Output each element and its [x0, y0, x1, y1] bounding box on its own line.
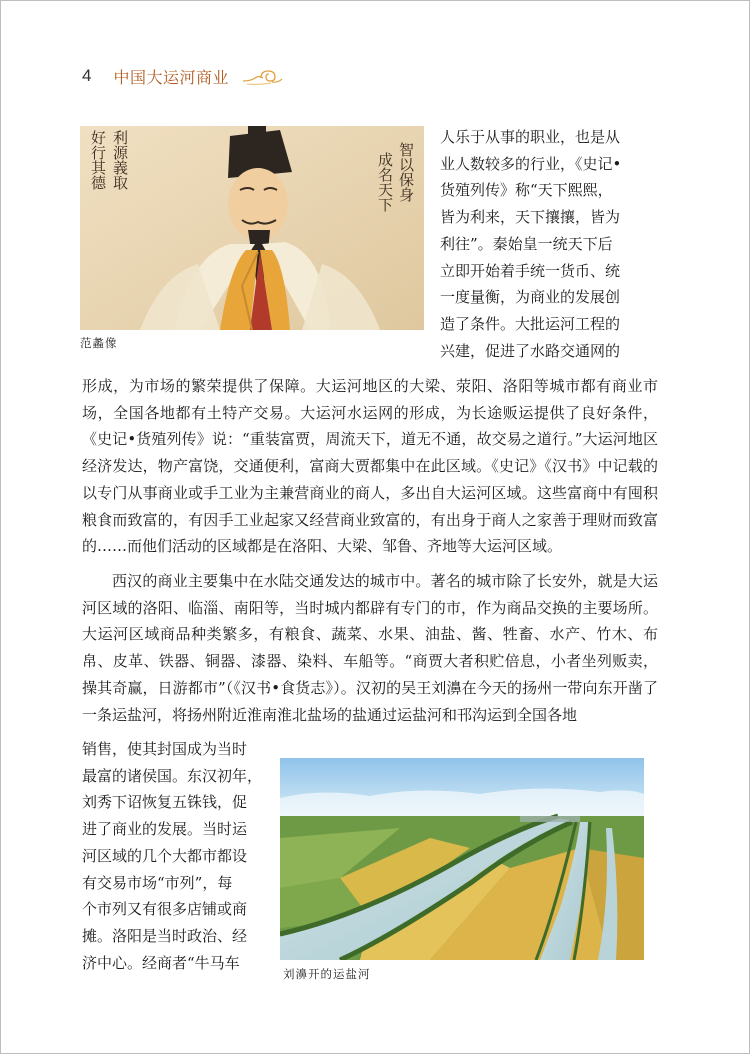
portrait-calligraphy-1: 智以保身 — [397, 142, 415, 202]
text-line: 立即开始着手统一货币、统 — [440, 261, 621, 280]
paragraph-1-side — [440, 124, 658, 364]
canal-caption: 刘濞开的运盐河 — [283, 967, 371, 981]
portrait-calligraphy-4: 好行其德 — [89, 130, 107, 190]
text-line: 销售，使其封国成为当时 — [82, 740, 248, 758]
auspicious-cloud-icon — [241, 66, 283, 86]
text-line: 货殖列传》称“天下熙熙， — [440, 181, 613, 200]
salt-canal-photo — [280, 758, 644, 960]
text-line: 造了条件。大批运河工程的 — [440, 314, 621, 333]
text-line: 进了商业的发展。当时运 — [82, 820, 248, 839]
running-header — [82, 64, 283, 88]
paragraph-2-side — [82, 736, 270, 976]
text-line: 兴建，促进了水路交通网的 — [440, 341, 621, 360]
text-line: 业人数较多的行业，《史记• — [440, 154, 622, 173]
paragraph-1-body: 形成，为市场的繁荣提供了保障。大运河地区的大梁、荥阳、洛阳等城市都有商业市场，全国各地都有土特产交易。大运河水运网的形成，为长途贩运提供了良好条件，《史记•货殖列传》说：“重装富贾，周流天下，道无不通，故交易之道行。”大运河地区经济发达，物产富饶，交通便利，富商大贾都集中在此区域。《史记》《汉书》中记载的以专门从事商业或手工业为主兼营商业的商人，多出自大运河区域。这些富商中有囤积粮食而致富的，有因手工业起家又经营商业致富的，有出身于商人之家善于理财而致富的……而他们活动的区域都是在洛阳、大梁、邹鲁、齐地等大运河区域。 — [82, 377, 658, 556]
text-line: 河区域的几个大都市都设 — [82, 846, 248, 865]
text-line: 刘秀下诏恢复五铢钱，促 — [82, 793, 248, 812]
text-line: 一度量衡，为商业的发展创 — [440, 288, 621, 307]
text-line: 个市列又有很多店铺或商 — [82, 900, 248, 919]
paragraph-2-body: 西汉的商业主要集中在水陆交通发达的城市中。著名的城市除了长安外，就是大运河区域的洛阳、临淄、南阳等，当时城内都辟有专门的市，作为商品交换的主要场所。大运河区域商品种类繁多，有粮食、蔬菜、水果、油盐、酱、牲畜、水产、竹木、布帛、皮革、铁器、铜器、漆器、染料、车船等。“商贾大者积贮倍息，小者坐列贩卖，操其奇赢，日游都市”（《汉书•食货志》）。汉初的吴王刘濞在今天的扬州一带向东开凿了一条运盐河，将扬州附近淮南淮北盐场的盐通过运盐河和邗沟运到全国各地 — [82, 572, 658, 724]
book-title: 中国大运河商业 — [113, 67, 229, 87]
portrait-caption: 范蠡像 — [80, 336, 118, 350]
text-line: 有交易市场“市列”，每 — [82, 873, 233, 892]
page-number: 4 — [82, 66, 92, 85]
portrait-calligraphy-2: 成名天下 — [376, 152, 394, 212]
text-line: 皆为利来，天下攘攘，皆为 — [440, 208, 621, 227]
text-line: 利往”。秦始皇一统天下后 — [440, 234, 613, 253]
text-line: 最富的诸侯国。东汉初年， — [82, 766, 263, 785]
portrait-calligraphy-3: 利源義取 — [111, 130, 129, 190]
text-line: 人乐于从事的职业，也是从 — [440, 128, 621, 146]
text-line: 济中心。经商者“牛马车 — [82, 953, 240, 972]
fan-li-portrait — [80, 126, 424, 330]
text-line: 摊。洛阳是当时政治、经 — [82, 926, 248, 945]
